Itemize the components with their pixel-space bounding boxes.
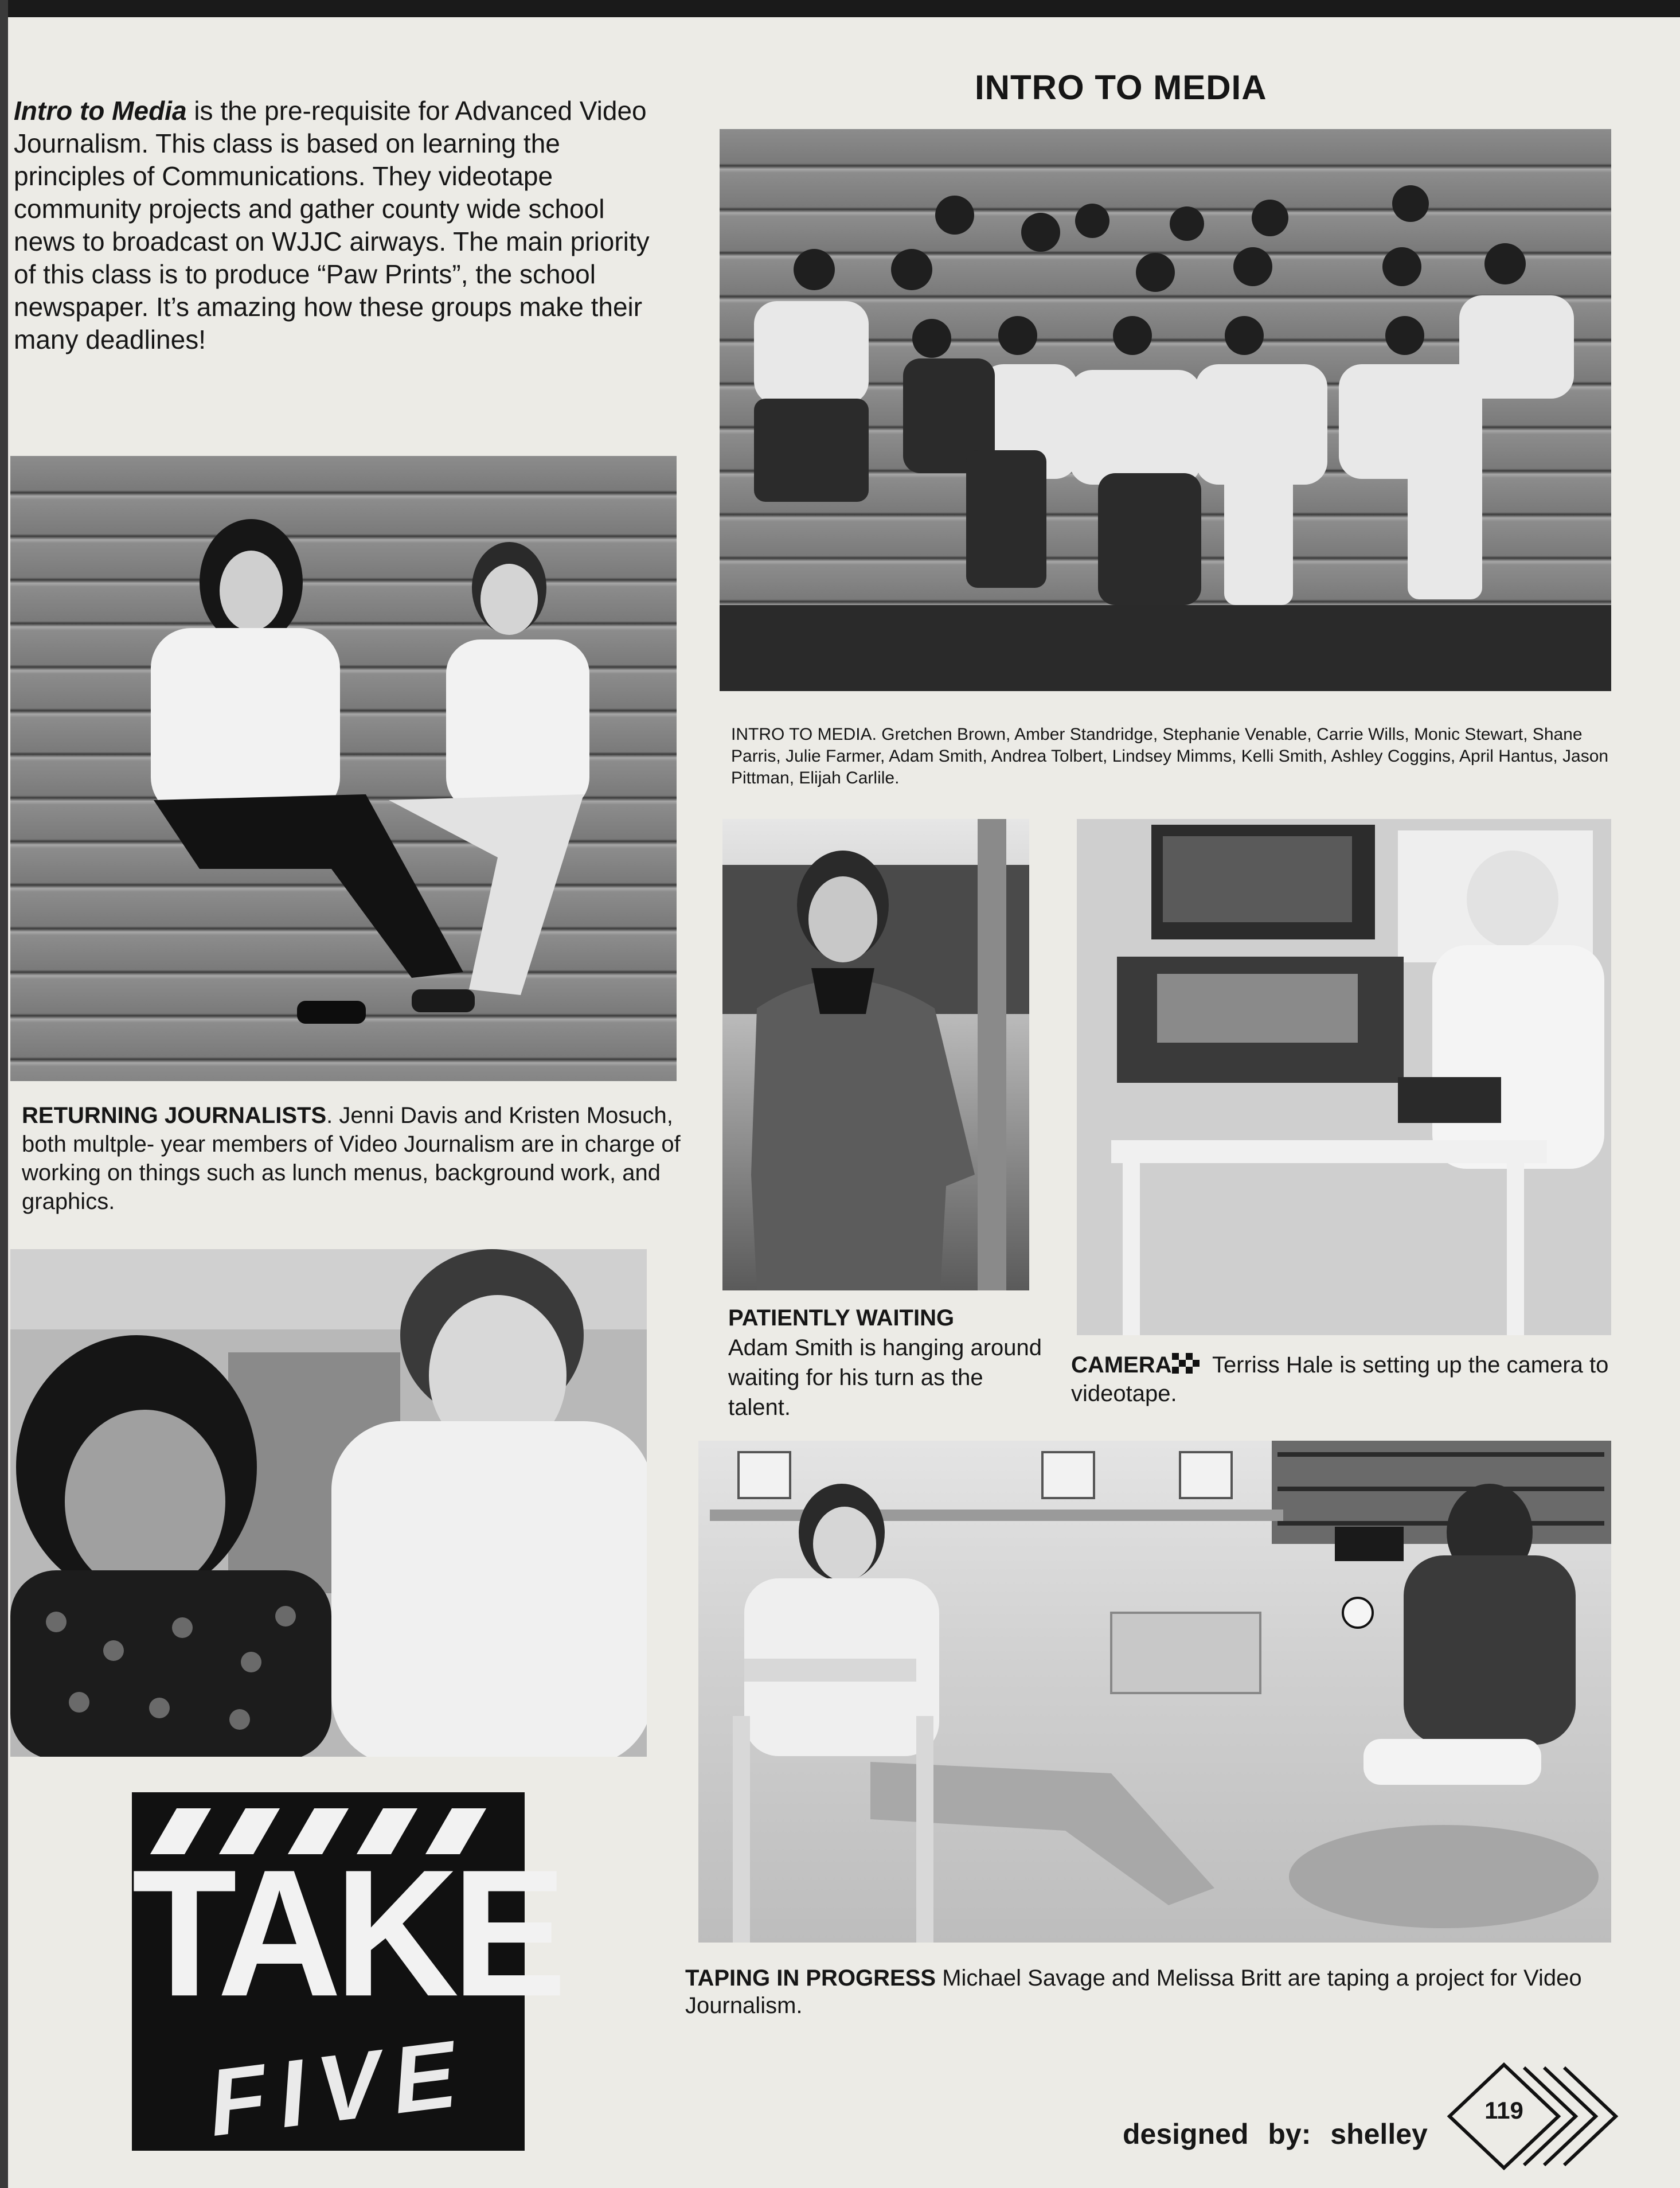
camera-photo [1077, 819, 1611, 1335]
taping-caption-text: Michael Savage and Melissa Britt are taping a project for Video Journalism. [685, 1965, 1582, 2018]
take-five-logo [132, 1792, 560, 2156]
camera-caption-text: Terriss Hale is setting up the camera to videotape. [1071, 1352, 1609, 1406]
logo-five: FIVE [202, 2019, 474, 2156]
group-photo [720, 129, 1611, 691]
group-caption-text: Gretchen Brown, Amber Standridge, Stephanie Venable, Carrie Wills, Monic Stewart, Shane Parris, Julie Farmer, Adam Smith, Andrea Tolbert, Lindsey Mimms, Kelli Smith, Ashley Coggins, April Hantus, Jason Pittman, Elijah Carlile. [731, 725, 1609, 787]
returning-journalists-figures [10, 456, 677, 1081]
patiently-caption-text: Adam Smith is hanging around waiting for his turn as the talent. [728, 1335, 1042, 1420]
scan-left-edge [0, 0, 8, 2188]
scan-edge [0, 0, 1680, 17]
group-photo-figures [720, 129, 1611, 691]
page-title: INTRO TO MEDIA [975, 68, 1267, 107]
intro-lead: Intro to Media [14, 96, 187, 126]
patiently-waiting-photo [722, 819, 1029, 1290]
intro-paragraph [14, 95, 667, 356]
group-caption [731, 724, 1614, 789]
returning-caption-text: . Jenni Davis and Kristen Mosuch, both multple- year members of Video Journalism are in charge of working on things such as lunch menus, background work, and graphics. [22, 1103, 681, 1214]
returning-caption-lead: RETURNING JOURNALISTS [22, 1103, 327, 1128]
page-number-emblem [1438, 2059, 1622, 2174]
patiently-caption [728, 1303, 1049, 1422]
patiently-caption-lead: PATIENTLY WAITING [728, 1305, 955, 1331]
taping-caption-lead: TAPING IN PROGRESS [685, 1965, 936, 1991]
teachers-photo-figures [10, 1249, 647, 1757]
checkered-flag-icon [1172, 1353, 1206, 1376]
returning-journalists-photo [10, 456, 677, 1081]
group-caption-lead: INTRO TO MEDIA. [731, 725, 877, 744]
taping-caption [685, 1964, 1637, 2019]
camera-caption [1071, 1351, 1633, 1408]
camera-caption-lead: CAMERA [1071, 1352, 1172, 1378]
camera-photo-figures [1077, 819, 1611, 1335]
patiently-waiting-figures [722, 819, 1029, 1290]
taping-photo-figures [698, 1441, 1611, 1943]
logo-take: TAKE [132, 1831, 560, 2034]
taping-photo [698, 1441, 1611, 1943]
intro-text: is the pre-requisite for Advanced Video Journalism. This class is based on learning the principles of Communications. They videotape community projects and gather county wide school news to broadcast on WJJC airways. The main priority of this class is to produce “Paw Prints”, the school newspaper. It’s amazing how these groups make their many deadlines! [14, 96, 650, 354]
teachers-photo [10, 1249, 647, 1757]
page-number: 119 [1484, 2097, 1523, 2124]
returning-caption [22, 1101, 687, 1216]
designer-credit: designed by: shelley [1123, 2118, 1428, 2150]
